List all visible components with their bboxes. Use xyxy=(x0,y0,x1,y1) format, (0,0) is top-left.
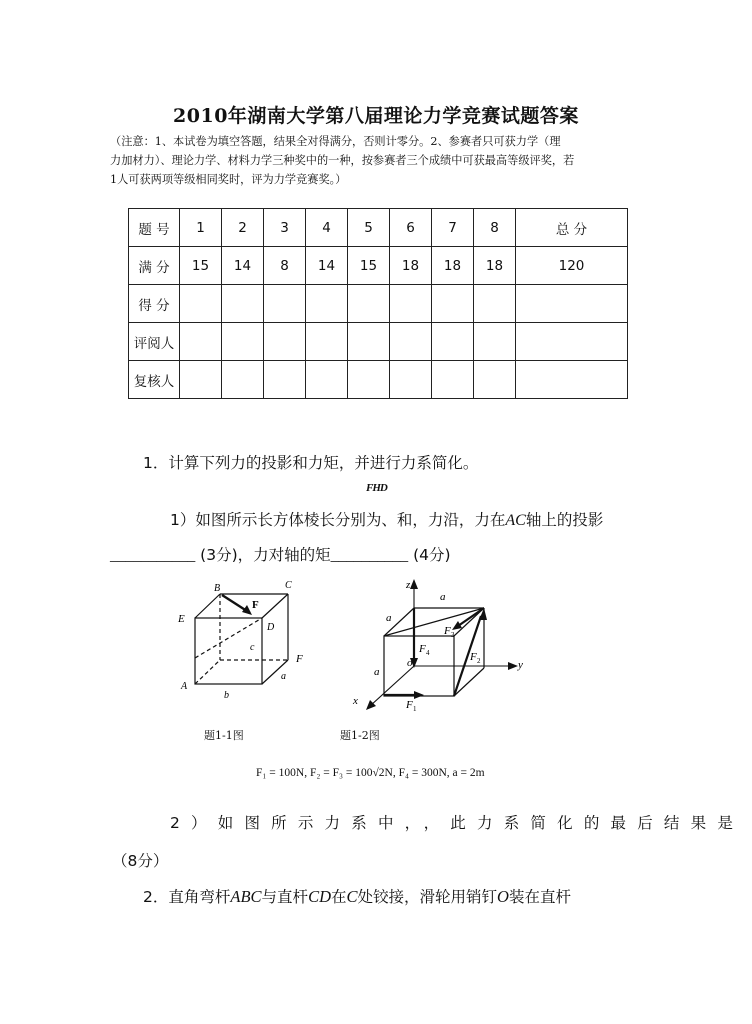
label-a: a xyxy=(281,671,286,682)
header-cell: 7 xyxy=(432,209,474,247)
label-o: o xyxy=(407,657,413,669)
page-title: 2010年湖南大学第八届理论力学竞赛试题答案 xyxy=(173,105,579,127)
score-input-cell[interactable] xyxy=(180,285,222,323)
score-input-cell[interactable] xyxy=(222,361,264,399)
table-row xyxy=(129,323,628,361)
score-input-cell[interactable] xyxy=(306,323,348,361)
q1-part1-end: (4分) xyxy=(408,546,451,564)
q2-part-5: 装在直杆 xyxy=(508,888,571,906)
answer-blank-2[interactable]: __________ xyxy=(330,547,409,564)
q1-part1-ac: AC xyxy=(505,512,526,529)
label-F4-sub: 4 xyxy=(426,649,430,657)
header-cell: 8 xyxy=(474,209,516,247)
overlay-mark: FHD xyxy=(366,482,387,494)
label-F2: F xyxy=(470,651,477,663)
q2-part-3: 在 xyxy=(330,888,347,906)
figure-1-1-caption: 题1-1图 xyxy=(204,729,244,742)
score-input-cell[interactable] xyxy=(180,323,222,361)
score-input-cell[interactable] xyxy=(264,361,306,399)
label-E: E xyxy=(178,613,185,625)
figure-1-2-caption: 题1-2图 xyxy=(340,729,380,742)
label-F4: F xyxy=(419,643,426,655)
q1-heading: 1．计算下列力的投影和力矩，并进行力系简化。 xyxy=(143,454,479,472)
q2-text xyxy=(143,885,571,907)
score-input-cell[interactable] xyxy=(306,285,348,323)
score-input-cell[interactable] xyxy=(474,323,516,361)
table-cell: 18 xyxy=(474,247,516,285)
table-row xyxy=(129,285,628,323)
q2-part-4: 处铰接，滑轮用销钉 xyxy=(357,888,498,906)
label-x: x xyxy=(353,695,358,707)
label-B: B xyxy=(214,583,221,594)
label-F3-sub: 3 xyxy=(451,631,455,639)
table-row xyxy=(129,247,628,285)
q1-part1-prefix: 1）如图所示长方体棱长分别为、和，力沿，力在 xyxy=(170,511,506,529)
q2-abc: ABC xyxy=(230,887,262,906)
header-cell: 1 xyxy=(180,209,222,247)
label-y: y xyxy=(518,659,523,671)
score-input-cell[interactable] xyxy=(222,285,264,323)
score-input-cell[interactable] xyxy=(390,323,432,361)
q2-o: O xyxy=(497,887,509,906)
score-input-cell[interactable] xyxy=(306,361,348,399)
q1-part1-mid: (3分)，力对轴的矩 xyxy=(195,546,331,564)
score-input-cell[interactable] xyxy=(264,323,306,361)
score-input-cell[interactable] xyxy=(348,285,390,323)
table-cell: 8 xyxy=(264,247,306,285)
row-label: 得 分 xyxy=(129,285,180,323)
table-cell: 120 xyxy=(516,247,628,285)
header-cell: 总 分 xyxy=(516,209,628,247)
header-cell: 5 xyxy=(348,209,390,247)
label-F: F xyxy=(252,599,259,611)
table-cell: 14 xyxy=(222,247,264,285)
score-input-cell[interactable] xyxy=(432,361,474,399)
header-cell: 4 xyxy=(306,209,348,247)
header-cell: 3 xyxy=(264,209,306,247)
score-input-cell[interactable] xyxy=(432,323,474,361)
figure-1-2 xyxy=(348,576,538,716)
force-values-formula: F₁ = 100N, F₂ = F₃ = 100√2N, F₄ = 300N, a = 2m xyxy=(256,767,485,779)
score-input-cell[interactable] xyxy=(264,285,306,323)
note-line-1: （注意：1、本试卷为填空答题，结果全对得满分，否则计零分。2、参赛者只可获力学（理 xyxy=(110,135,561,148)
label-F1-sub: 1 xyxy=(413,705,417,713)
label-c: c xyxy=(250,642,255,653)
table-cell: 18 xyxy=(432,247,474,285)
label-D: D xyxy=(267,622,275,633)
note-line-3: 1人可获两项等级相同奖时，评为力学竞赛奖。） xyxy=(110,173,347,186)
label-z: z xyxy=(406,579,411,591)
q1-part1-suffix: 轴上的投影 xyxy=(525,511,604,529)
label-F-right: F xyxy=(296,653,303,665)
score-input-cell[interactable] xyxy=(516,323,628,361)
q1-part2-line2: （8分） xyxy=(112,852,169,870)
header-cell: 6 xyxy=(390,209,432,247)
score-input-cell[interactable] xyxy=(474,361,516,399)
label-F3: F xyxy=(444,625,451,637)
table-cell: 15 xyxy=(348,247,390,285)
score-input-cell[interactable] xyxy=(516,285,628,323)
label-F1: F xyxy=(406,699,413,711)
label-a-top: a xyxy=(440,591,446,603)
label-C: C xyxy=(285,580,292,591)
score-input-cell[interactable] xyxy=(348,361,390,399)
label-A: A xyxy=(181,681,188,692)
score-input-cell[interactable] xyxy=(474,285,516,323)
label-b: b xyxy=(224,690,229,701)
score-input-cell[interactable] xyxy=(516,361,628,399)
answer-blank-1[interactable]: ___________ xyxy=(110,547,196,564)
q1-part1-line2 xyxy=(110,543,451,565)
score-input-cell[interactable] xyxy=(390,285,432,323)
table-cell: 15 xyxy=(180,247,222,285)
q2-part-1: 2．直角弯杆 xyxy=(143,888,231,906)
row-label: 评阅人 xyxy=(129,323,180,361)
note-line-2: 力加材力）、理论力学、材料力学三种奖中的一种，按参赛者三个成绩中可获最高等级评奖，若 xyxy=(110,154,575,167)
score-input-cell[interactable] xyxy=(222,323,264,361)
figure-1-1 xyxy=(170,578,320,718)
table-cell: 14 xyxy=(306,247,348,285)
row-label: 复核人 xyxy=(129,361,180,399)
row-label: 满 分 xyxy=(129,247,180,285)
q1-part1-line1 xyxy=(170,508,603,530)
label-a-left: a xyxy=(386,612,392,624)
label-F2-sub: 2 xyxy=(477,657,481,665)
score-input-cell[interactable] xyxy=(390,361,432,399)
q2-part-2: 与直杆 xyxy=(261,888,309,906)
q2-cd: CD xyxy=(308,887,331,906)
header-cell: 2 xyxy=(222,209,264,247)
score-table xyxy=(128,208,628,399)
q2-c: C xyxy=(346,887,358,906)
table-row xyxy=(129,209,628,247)
score-input-cell[interactable] xyxy=(432,285,474,323)
score-input-cell[interactable] xyxy=(180,361,222,399)
q1-part2-line1: 2）如图所示力系中，，此力系简化的最后结果是 xyxy=(170,814,745,832)
header-cell: 题 号 xyxy=(129,209,180,247)
label-a-lower: a xyxy=(374,666,380,678)
score-input-cell[interactable] xyxy=(348,323,390,361)
table-row xyxy=(129,361,628,399)
table-cell: 18 xyxy=(390,247,432,285)
